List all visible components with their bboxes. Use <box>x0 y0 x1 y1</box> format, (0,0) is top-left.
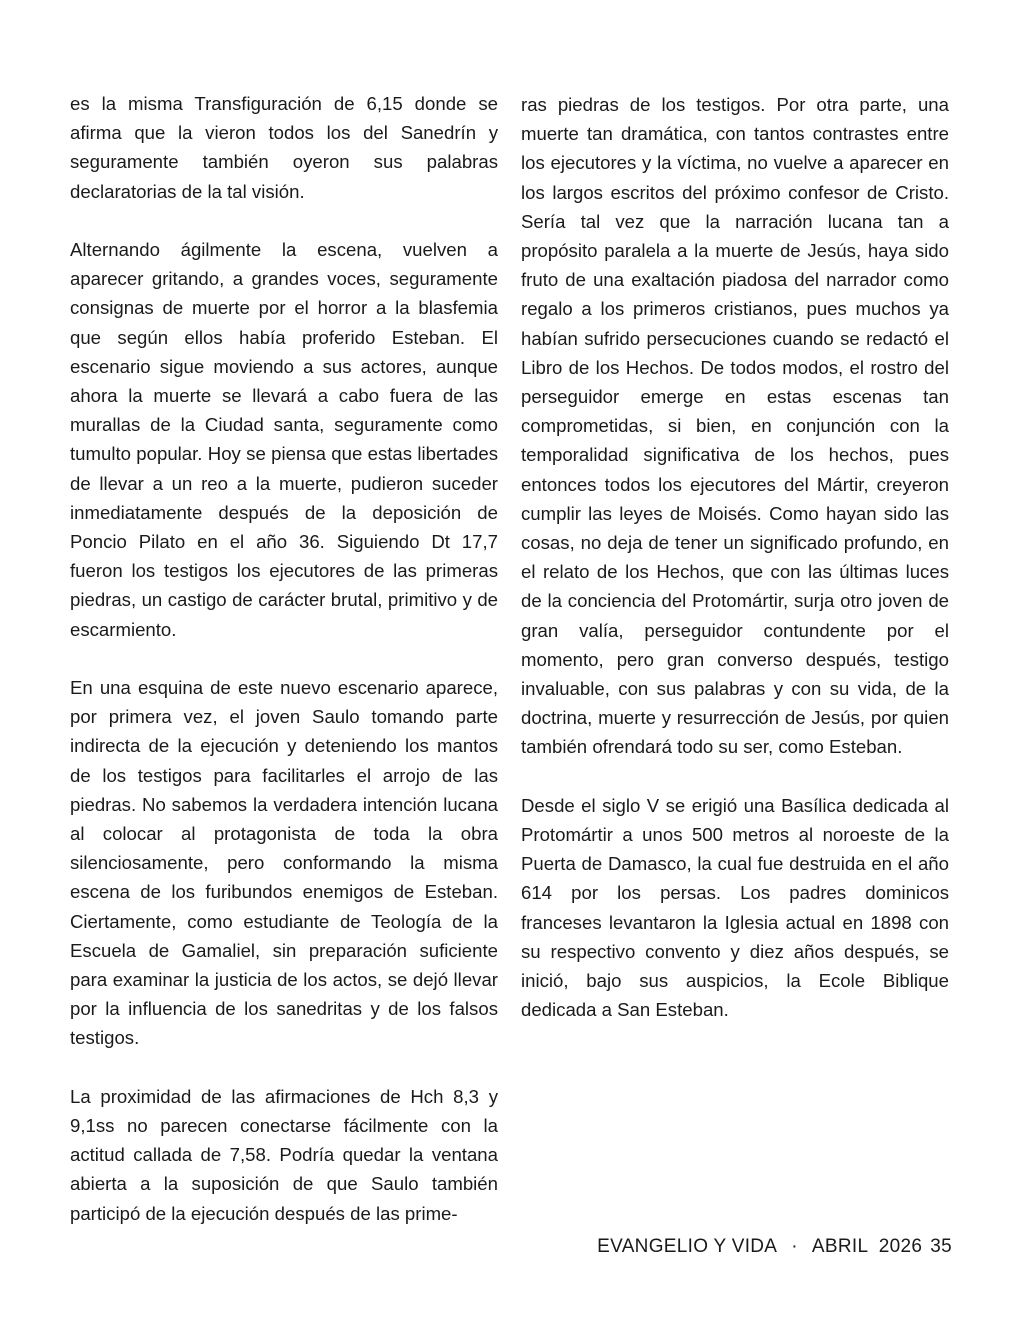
paragraph-proximidad: La proximidad de las afirmaciones de Hch 8,3 y 9,1ss no parecen conectarse fácilmente con la actitud callada de 7,58. Podría quedar la ventana abierta a la suposición de que Saulo también participó de la ejecución después de las prime- <box>70 1085 498 1224</box>
publication-name: EVANGELIO Y VIDA <box>597 1236 778 1257</box>
page-footer <box>597 1236 952 1258</box>
paragraph-piedras-testigos: ras piedras de los testigos. Por otra parte, una muerte tan dramática, con tantos contrastes entre los ejecutores y la víctima, no vuelve a aparecer en los largos escritos del próximo confesor de Cristo. Sería tal vez que la narración lucana tan a propósito paralela a la muerte de Jesús, haya sido fruto de una exaltación piadosa del narrador como regalo a los primeros cristianos, pues muchos ya habían sufrido persecuciones cuando se redactó el Libro de los Hechos. De todos modos, el rostro del perseguidor emerge en estas escenas tan comprometidas, si bien, en conjunción con la temporalidad significativa de los hechos, pues entonces todos los ejecutores del Mártir, creyeron cumplir las leyes de Moisés. Como hayan sido las cosas, no deja de tener un significado profundo, en el relato de los Hechos, que con las últimas luces de la conciencia del Protomártir, surja otro joven de gran valía, perseguidor contundente por el momento, pero gran converso después, testigo invaluable, con sus palabras y con su vida, de la doctrina, muerte y resurrección de Jesús, por quien también ofrendará todo su ser, como Esteban. <box>521 94 949 758</box>
paragraph-transfiguracion: es la misma Transfiguración de 6,15 donde se afirma que la vieron todos los del Sanedrín y seguramente también oyeron sus palabras declaratorias de la tal visión. <box>70 93 498 202</box>
paragraph-basilica: Desde el siglo V se erigió una Basílica dedicada al Protomártir a unos 500 metros al noroeste de la Puerta de Damasco, la cual fue destruida en el año 614 por los persas. Los padres dominicos franceses levantaron la Iglesia actual en 1898 con su respectivo convento y diez años después, se inició, bajo sus auspicios, la Ecole Biblique dedicada a San Esteban. <box>521 794 949 1021</box>
left-text-column <box>70 89 498 1257</box>
footer-separator: · <box>791 1236 798 1257</box>
paragraph-alternando: Alternando ágilmente la escena, vuelven a aparecer gritando, a grandes voces, seguramente consignas de muerte por el horror a la blasfemia que según ellos había proferido Esteban. El escenario sigue moviendo a sus actores, aunque ahora la muerte se llevará a cabo fuera de las murallas de la Ciudad santa, seguramente como tumulto popular. Hoy se piensa que estas libertades de llevar a un reo a la muerte, pudieron suceder inmediatamente después de la deposición de Poncio Pilato en el año 36. Siguiendo Dt 17,7 fueron los testigos los ejecutores de las primeras piedras, un castigo de carácter brutal, primitivo y de escarmiento. <box>70 239 498 640</box>
issue-date: ABRIL 2026 <box>811 1236 923 1257</box>
page-number: 35 <box>930 1236 952 1257</box>
paragraph-saulo-esquina: En una esquina de este nuevo escenario aparece, por primera vez, el joven Saulo tomando parte indirecta de la ejecución y deteniendo los mantos de los testigos para facilitarles el arrojo de las piedras. No sabemos la verdadera intención lucana al colocar al protagonista de toda la obra silenciosamente, pero conformando la misma escena de los furibundos enemigos de Esteban. Ciertamente, como estudiante de Teología de la Escuela de Gamaliel, sin preparación suficiente para examinar la justicia de los actos, se dejó llevar por la influencia de los sanedritas y de los falsos testigos. <box>70 677 498 1049</box>
right-text-column <box>521 90 949 1054</box>
